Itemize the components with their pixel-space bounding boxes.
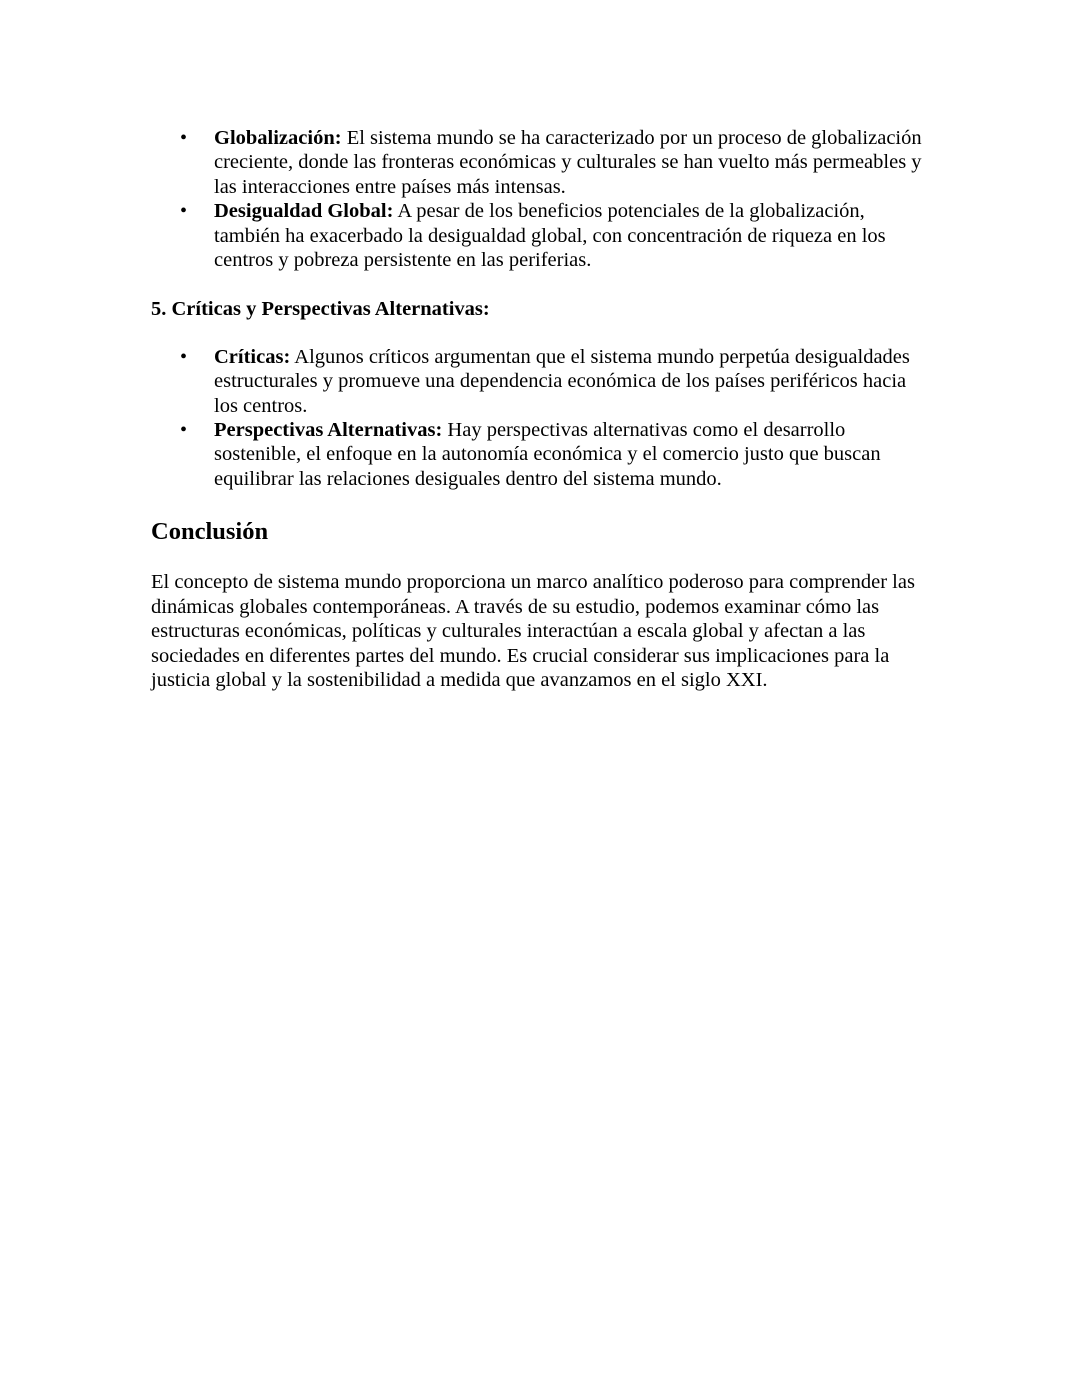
list-item-text: Hay perspectivas alternativas como el desarrollo sostenible, el enfoque en la autonomía económica y el comercio justo que buscan equilibrar las relaciones desiguales dentro del sistema mundo.: [214, 419, 881, 490]
list-item-text: El sistema mundo se ha caracterizado por un proceso de globalización creciente, donde las fronteras económicas y culturales se han vuelto más permeables y las interacciones entre países más intensas.: [214, 127, 922, 198]
list-item-text: A pesar de los beneficios potenciales de la globalización, también ha exacerbado la desigualdad global, con concentración de riqueza en los centros y pobreza persistente en las periferias.: [214, 200, 886, 272]
list-item-criticas: [151, 345, 931, 418]
list-item-globalizacion: [151, 126, 931, 199]
list-item-text: Algunos críticos argumentan que el sistema mundo perpetúa desigualdades estructurales y promueve una dependencia económica de los países periféricos hacia los centros.: [214, 345, 910, 417]
conclusion-heading: Conclusión: [151, 518, 269, 546]
list-item-term: Perspectivas Alternativas:: [214, 419, 443, 442]
bullet-icon: •: [180, 127, 188, 149]
bullet-icon: •: [180, 419, 188, 442]
document-content: [151, 126, 931, 692]
list-item-desigualdad-global: [151, 199, 931, 272]
list-item-term: Desigualdad Global:: [214, 200, 394, 223]
conclusion-paragraph: El concepto de sistema mundo proporciona un marco analítico poderoso para comprender las dinámicas globales contemporáneas. A través de su estudio, podemos examinar cómo las estructuras económicas, políticas y culturales interactúan a escala global y afectan a las sociedades en diferentes partes del mundo. Es crucial considerar sus implicaciones para la justicia global y la sostenibilidad a medida que avanzamos en el siglo XXI.: [151, 571, 915, 691]
section-5-bullet-list: [151, 345, 931, 491]
list-item-term: Críticas:: [214, 345, 291, 368]
bullet-icon: •: [180, 200, 188, 223]
bullet-icon: •: [180, 345, 188, 368]
intro-bullet-list: [151, 126, 931, 272]
list-item-perspectivas-alternativas: [151, 418, 931, 491]
list-item-term: Globalización:: [214, 127, 342, 149]
section-5-heading: 5. Críticas y Perspectivas Alternativas:: [151, 298, 490, 321]
